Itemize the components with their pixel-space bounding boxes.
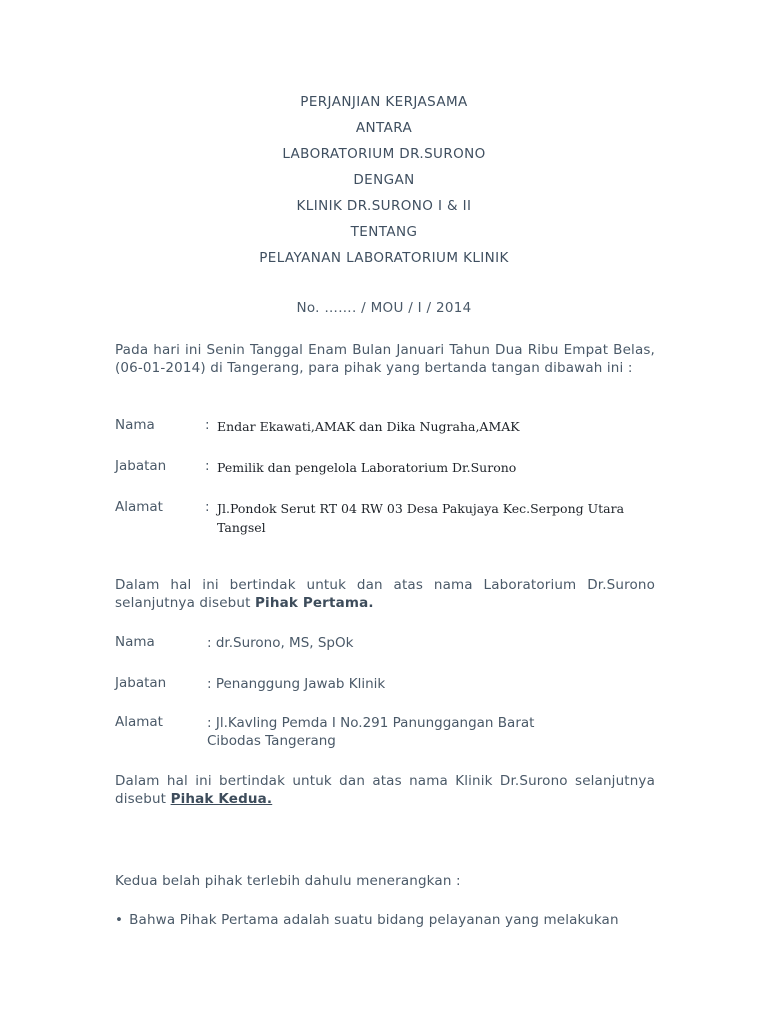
party2-alamat-line-2: Cibodas Tangerang bbox=[207, 733, 336, 749]
party2-alamat-line-1: : Jl.Kavling Pemda I No.291 Panunggangan Barat bbox=[207, 715, 535, 731]
title-line: DENGAN bbox=[353, 172, 415, 188]
title-line: LABORATORIUM DR.SURONO bbox=[282, 146, 486, 162]
colon: : bbox=[205, 458, 210, 474]
title-line: KLINIK DR.SURONO I & II bbox=[296, 198, 472, 214]
party2-nama-label: Nama bbox=[115, 634, 155, 650]
party1-role: Pihak Pertama. bbox=[255, 595, 374, 611]
party2-jabatan-value: : Penanggung Jawab Klinik bbox=[207, 676, 386, 692]
party1-statement-text: Dalam hal ini bertindak untuk dan atas nama Laboratorium Dr.Surono selanjutnya disebut bbox=[115, 577, 655, 611]
party1-alamat-label: Alamat bbox=[115, 499, 163, 515]
title-line: PELAYANAN LABORATORIUM KLINIK bbox=[259, 250, 509, 266]
party1-alamat-value bbox=[217, 499, 657, 537]
title-line: PERJANJIAN KERJASAMA bbox=[300, 94, 468, 110]
explain-paragraph: Kedua belah pihak terlebih dahulu menerangkan : bbox=[115, 873, 461, 889]
title-line: TENTANG bbox=[350, 224, 418, 240]
party2-role: Pihak Kedua. bbox=[170, 791, 273, 807]
bullet-text: Bahwa Pihak Pertama adalah suatu bidang pelayanan yang melakukan bbox=[129, 912, 619, 928]
colon: : bbox=[205, 417, 210, 433]
party2-alamat-value bbox=[207, 714, 667, 750]
colon: : bbox=[205, 499, 210, 515]
party2-statement bbox=[115, 772, 655, 808]
intro-paragraph: Pada hari ini Senin Tanggal Enam Bulan Januari Tahun Dua Ribu Empat Belas, (06-01-2014) di Tangerang, para pihak yang bertanda tangan dibawah ini : bbox=[115, 342, 655, 376]
party1-alamat-line-2: Tangsel bbox=[217, 520, 266, 535]
document-number: No. ……. / MOU / I / 2014 bbox=[296, 300, 472, 316]
bullet-icon: • bbox=[115, 912, 124, 928]
party1-alamat-line-1: Jl.Pondok Serut RT 04 RW 03 Desa Pakujaya Kec.Serpong Utara bbox=[217, 501, 625, 516]
party2-statement-text: Dalam hal ini bertindak untuk dan atas nama Klinik Dr.Surono selanjutnya disebut bbox=[115, 773, 655, 807]
party1-nama-label: Nama bbox=[115, 417, 155, 433]
party2-alamat-label: Alamat bbox=[115, 714, 163, 730]
party1-nama-value: Endar Ekawati,AMAK dan Dika Nugraha,AMAK bbox=[217, 419, 520, 434]
party1-jabatan-label: Jabatan bbox=[115, 458, 167, 474]
title-line: ANTARA bbox=[355, 120, 413, 136]
party1-statement bbox=[115, 576, 655, 612]
party2-jabatan-label: Jabatan bbox=[115, 675, 167, 691]
document-title bbox=[0, 92, 768, 274]
party1-jabatan-value: Pemilik dan pengelola Laboratorium Dr.Surono bbox=[217, 460, 517, 475]
bullet-item bbox=[115, 912, 675, 928]
party2-nama-value: : dr.Surono, MS, SpOk bbox=[207, 635, 354, 651]
